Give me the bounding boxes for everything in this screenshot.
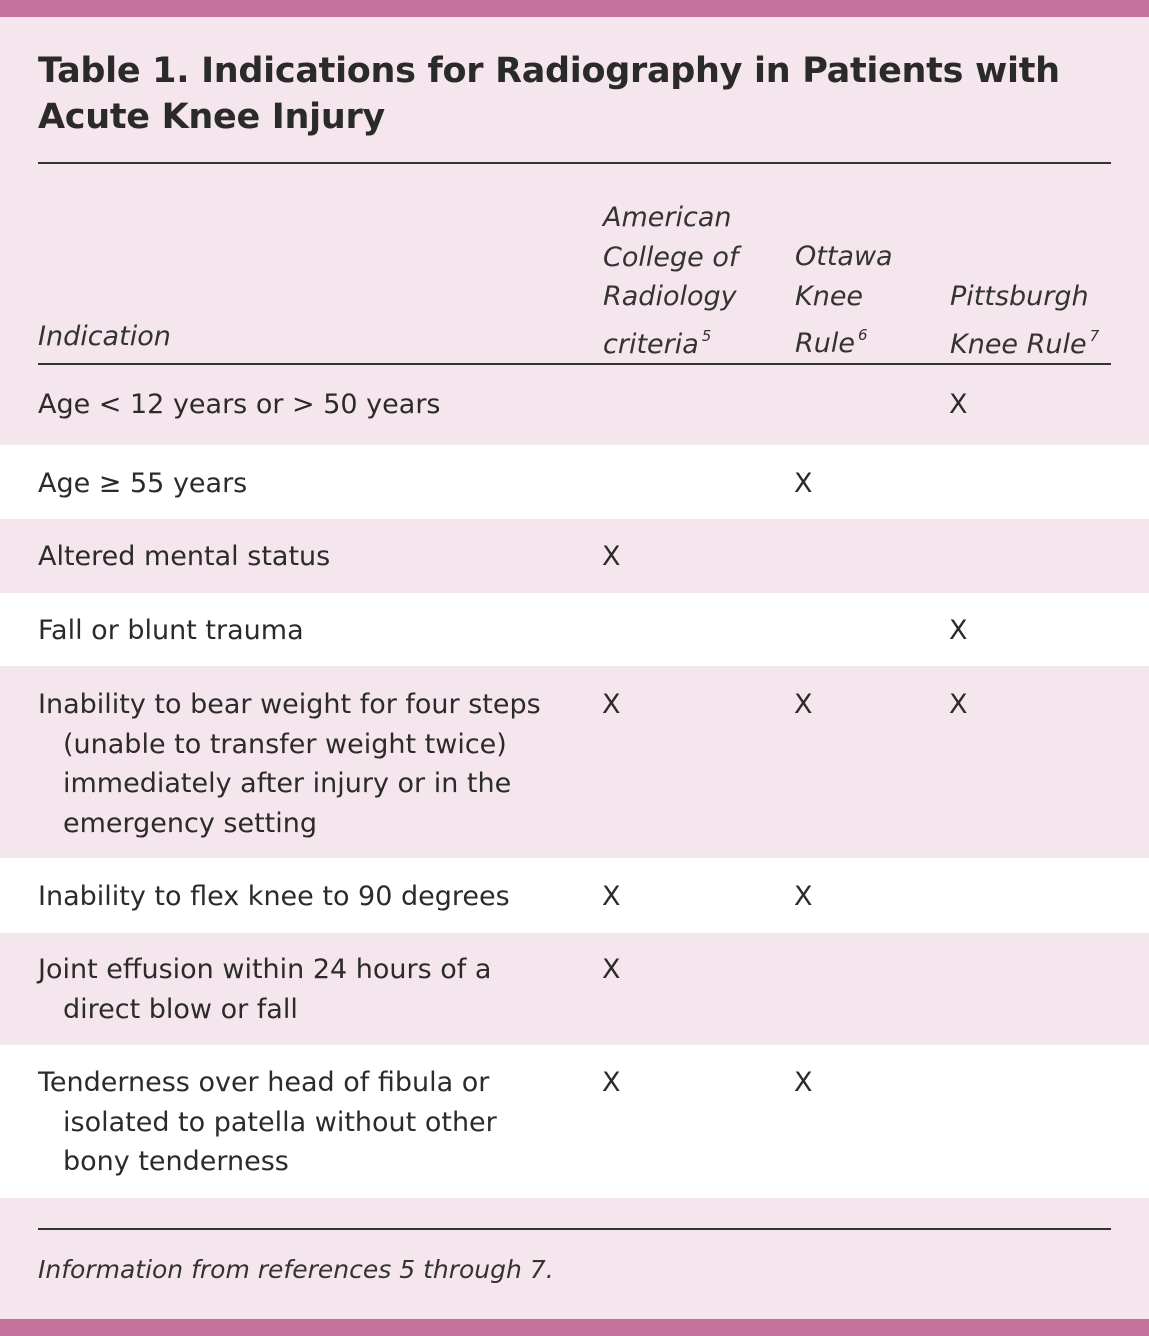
acr-mark: X xyxy=(602,954,621,985)
ottawa-mark: X xyxy=(794,1067,813,1098)
table-row xyxy=(0,933,1149,1045)
indication-cell: Inability to bear weight for four steps (unable to transfer weight twice) immediately after injury or in the emergency setting xyxy=(38,689,541,839)
ottawa-mark: X xyxy=(794,468,813,499)
acr-mark: X xyxy=(602,689,621,720)
footer-rule xyxy=(38,1228,1111,1230)
header-pittsburgh: Pittsburgh Knee Rule $^7$ xyxy=(950,281,1100,360)
table-row xyxy=(0,593,1149,666)
table-row xyxy=(0,445,1149,519)
table-title: Table 1. Indications for Radiography in Patients with Acute Knee Injury xyxy=(38,51,1060,137)
indication-cell: Fall or blunt trauma xyxy=(38,615,304,646)
table-row xyxy=(0,365,1149,445)
acr-mark: X xyxy=(602,1067,621,1098)
indication-cell: Inability to flex knee to 90 degrees xyxy=(38,881,510,912)
acr-mark: X xyxy=(602,881,621,912)
table-row xyxy=(0,858,1149,933)
pittsburgh-mark: X xyxy=(949,389,968,420)
pittsburgh-mark: X xyxy=(949,689,968,720)
table-row xyxy=(0,1045,1149,1198)
acr-reference: 5 xyxy=(701,326,712,345)
acr-mark: X xyxy=(602,541,621,572)
ottawa-mark: X xyxy=(794,689,813,720)
header-ottawa: Ottawa Knee Rule $^6$ xyxy=(795,241,893,359)
ottawa-mark: X xyxy=(794,881,813,912)
indication-cell: Altered mental status xyxy=(38,541,331,572)
table-footnote: Information from references 5 through 7. xyxy=(38,1255,554,1284)
indication-cell: Age < 12 years or > 50 years xyxy=(38,389,441,420)
table-row xyxy=(0,666,1149,858)
pittsburgh-mark: X xyxy=(949,615,968,646)
title-rule xyxy=(38,162,1111,164)
header-indication: Indication xyxy=(38,321,171,352)
top-accent-band xyxy=(0,0,1149,17)
ottawa-reference: 6 xyxy=(858,326,868,344)
indication-cell: Joint effusion within 24 hours of a direct blow or fall xyxy=(38,954,492,1025)
table-row xyxy=(0,519,1149,593)
indication-cell: Age ≥ 55 years xyxy=(38,468,248,499)
indication-cell: Tenderness over head of fibula or isolated to patella without other bony tenderness xyxy=(38,1067,497,1177)
header-acr: American College of Radiology criteria $^5$ xyxy=(603,202,739,360)
pittsburgh-reference: 7 xyxy=(1089,326,1100,345)
bottom-accent-band xyxy=(0,1319,1149,1336)
